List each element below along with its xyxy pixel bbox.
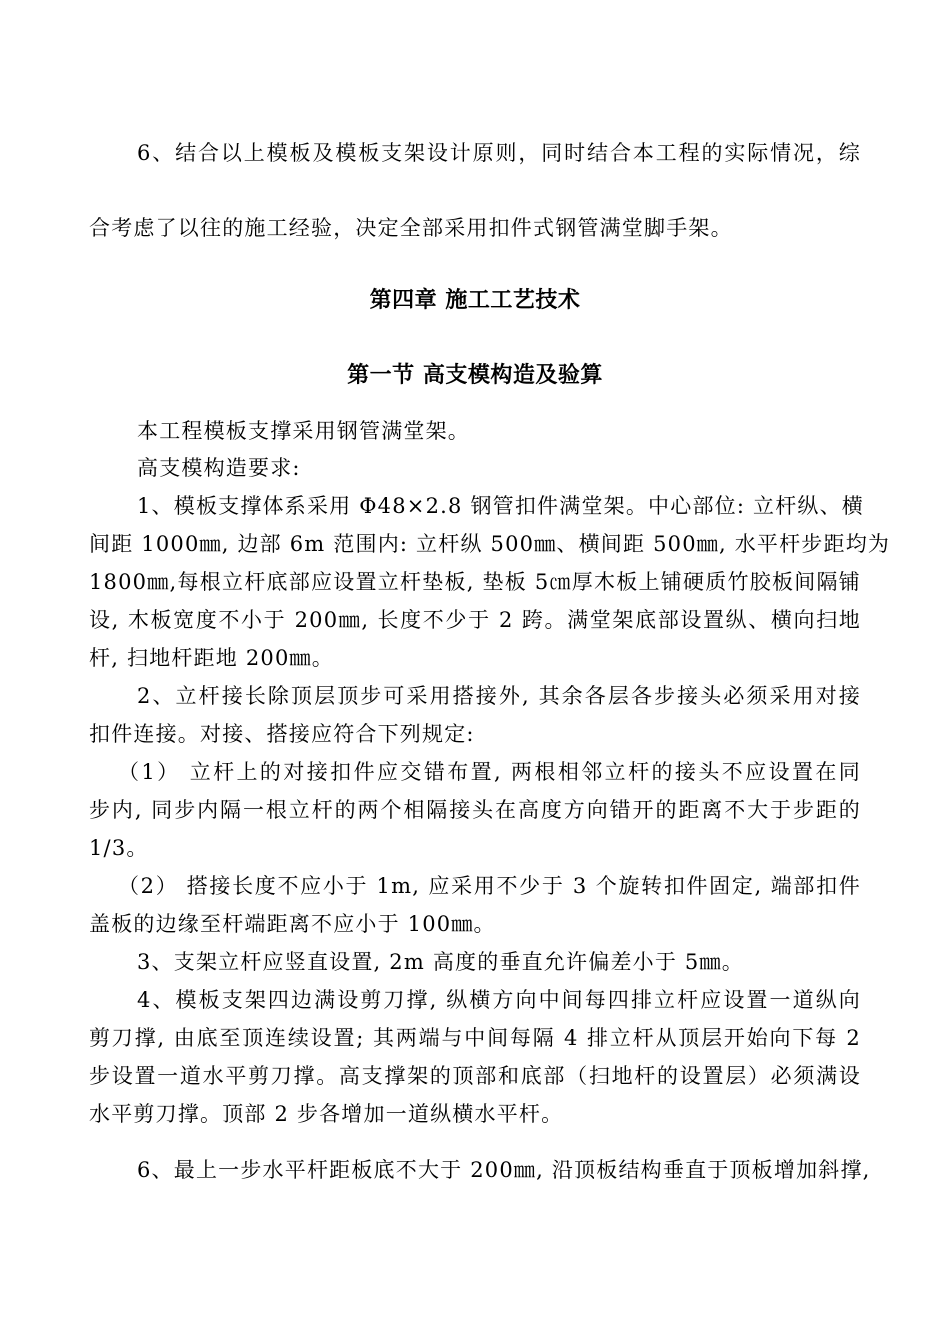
- chapter-title: 第四章 施工工艺技术: [369, 288, 581, 313]
- body-line-6: 设, 木板宽度不小于 200㎜, 长度不少于 2 跨。满堂架底部设置纵、横向扫地: [89, 608, 861, 632]
- body-line-2: 高支模构造要求:: [137, 456, 301, 480]
- body-line-5: 1800㎜,每根立杆底部应设置立杆垫板, 垫板 5㎝厚木板上铺硬质竹胶板间隔铺: [89, 570, 861, 594]
- body-line-3: 1、模板支撑体系采用 Φ48×2.8 钢管扣件满堂架。中心部位: 立杆纵、横: [137, 494, 864, 518]
- body-line-15: 3、支架立杆应竖直设置, 2m 高度的垂直允许偏差小于 5㎜。: [137, 950, 744, 974]
- body-line-16: 4、模板支架四边满设剪刀撑, 纵横方向中间每四排立杆应设置一道纵向: [137, 988, 861, 1012]
- body-line-8: 2、立杆接长除顶层顶步可采用搭接外, 其余各层各步接头必须采用对接: [137, 684, 861, 708]
- section-title: 第一节 高支模构造及验算: [347, 363, 603, 388]
- body-line-12: 1/3。: [89, 836, 149, 860]
- body-line-20: 6、最上一步水平杆距板底不大于 200㎜, 沿顶板结构垂直于顶板增加斜撑,: [137, 1158, 871, 1182]
- body-line-17: 剪刀撑, 由底至顶连续设置; 其两端与中间每隔 4 排立杆从顶层开始向下每 2: [89, 1026, 861, 1050]
- body-line-10: （1） 立杆上的对接扣件应交错布置, 两根相邻立杆的接头不应设置在同: [118, 760, 861, 784]
- body-line-13: （2） 搭接长度不应小于 1m, 应采用不少于 3 个旋转扣件固定, 端部扣件: [118, 874, 861, 898]
- body-line-11: 步内, 同步内隔一根立杆的两个相隔接头在高度方向错开的距离不大于步距的: [89, 798, 861, 822]
- body-line-18: 步设置一道水平剪刀撑。高支撑架的顶部和底部（扫地杆的设置层）必须满设: [89, 1064, 861, 1088]
- body-line-7: 杆, 扫地杆距地 200㎜。: [89, 646, 334, 670]
- intro-line-2: 合考虑了以往的施工经验，决定全部采用扣件式钢管满堂脚手架。: [89, 216, 733, 240]
- intro-line-1: 6、结合以上模板及模板支架设计原则，同时结合本工程的实际情况，综: [137, 141, 861, 165]
- body-line-19: 水平剪刀撑。顶部 2 步各增加一道纵横水平杆。: [89, 1102, 564, 1126]
- body-line-4: 间距 1000㎜, 边部 6m 范围内: 立杆纵 500㎜、横间距 500㎜, 水平杆步距均为: [89, 532, 891, 556]
- body-line-1: 本工程模板支撑采用钢管满堂架。: [137, 419, 470, 443]
- body-line-14: 盖板的边缘至杆端距离不应小于 100㎜。: [89, 912, 496, 936]
- body-line-9: 扣件连接。对接、搭接应符合下列规定:: [89, 722, 475, 746]
